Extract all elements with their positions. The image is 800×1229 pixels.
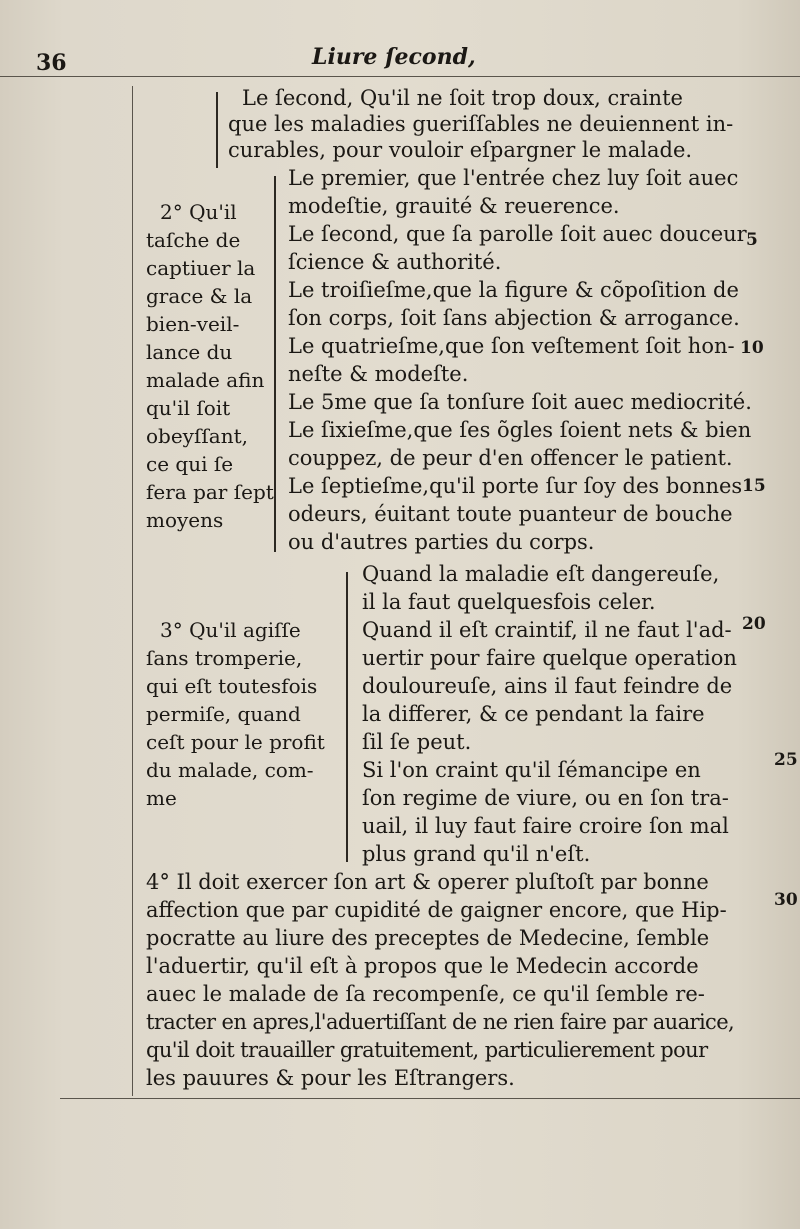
point2-brace [274,176,276,552]
text-line: ſon corps, ſoit ſans abjection & arrogance. [288,306,740,330]
header-rule [0,76,800,77]
text-line: ſil ſe peut. [362,730,472,754]
margin-note: 3° Qu'il agiſſe [160,618,301,642]
line-number: 15 [742,476,766,496]
line-number: 20 [742,614,766,634]
text-line: Le premier, que l'entrée chez luy ſoit auec [288,166,739,190]
running-title: Liure ſecond, [312,44,476,70]
text-line: que les maladies gueriſſables ne deuiennent in- [228,112,734,136]
margin-note: fera par ſept [146,480,274,504]
text-line: les pauures & pour les Eſtrangers. [146,1066,515,1090]
margin-note: lance du [146,340,233,364]
text-line: Le ſeptieſme,qu'il porte ſur ſoy des bonnes [288,474,743,498]
text-line: Le ſecond, Qu'il ne ſoit trop doux, crainte [242,86,683,110]
text-line: plus grand qu'il n'eſt. [362,842,591,866]
text-line: 4° Il doit exercer ſon art & operer pluſtoſt par bonne [146,870,709,894]
text-line: neſte & modeſte. [288,362,469,386]
text-line: Le ſecond, que ſa parolle ſoit auec douceur [288,222,747,246]
margin-note: qui eſt toutesfois [146,674,318,698]
text-line: auec le malade de ſa recompenſe, ce qu'il ſemble re- [146,982,705,1006]
text-line: Le quatrieſme,que ſon veſtement ſoit hon- [288,334,735,358]
margin-note: ceſt pour le profit [146,730,325,754]
text-line: Quand il eſt craintif, il ne faut l'ad- [362,618,732,642]
intro-brace [216,92,218,168]
text-line: ſcience & authorité. [288,250,502,274]
margin-note: qu'il ſoit [146,396,231,420]
line-number: 10 [740,338,764,358]
text-line: Le 5me que ſa tonſure ſoit auec mediocrité. [288,390,752,414]
text-line: ſon regime de viure, ou en ſon tra- [362,786,729,810]
text-line: qu'il doit trauailler gratuitement, particulierement pour [146,1038,708,1062]
page-number: 36 [36,50,67,76]
margin-note: moyens [146,508,224,532]
text-line: Si l'on craint qu'il ſémancipe en [362,758,701,782]
text-line: l'aduertir, qu'il eſt à propos que le Medecin accorde [146,954,699,978]
footer-rule [60,1098,800,1099]
text-line: uail, il luy faut faire croire ſon mal [362,814,729,838]
left-margin-line [132,86,133,1096]
margin-note: du malade, com- [146,758,314,782]
margin-note: captiuer la [146,256,256,280]
margin-note: bien-veil- [146,312,240,336]
margin-note: grace & la [146,284,253,308]
text-line: pocratte au liure des preceptes de Medecine, ſemble [146,926,710,950]
point3-brace [346,572,348,862]
margin-note: 2° Qu'il [160,200,237,224]
text-line: il la faut quelquesfois celer. [362,590,656,614]
text-line: couppez, de peur d'en offencer le patient. [288,446,733,470]
line-number: 25 [774,750,798,770]
text-line: ou d'autres parties du corps. [288,530,595,554]
text-line: modeſtie, grauité & reuerence. [288,194,620,218]
margin-note: ſans tromperie, [146,646,303,670]
text-line: affection que par cupidité de gaigner encore, que Hip- [146,898,727,922]
text-line: la differer, & ce pendant la faire [362,702,705,726]
line-number: 5 [746,230,758,250]
text-line: uertir pour faire quelque operation [362,646,737,670]
margin-note: ce qui ſe [146,452,234,476]
text-line: curables, pour vouloir eſpargner le malade. [228,138,693,162]
margin-note: permiſe, quand [146,702,301,726]
text-line: Le ſixieſme,que ſes õgles ſoient nets & bien [288,418,752,442]
margin-note: obeyſſant, [146,424,248,448]
text-line: Quand la maladie eſt dangereuſe, [362,562,720,586]
margin-note: malade afin [146,368,265,392]
text-line: tracter en apres,l'aduertiſſant de ne rien faire par auarice, [146,1010,735,1034]
margin-note: taſche de [146,228,241,252]
margin-note: me [146,786,177,810]
text-line: douloureuſe, ains il faut feindre de [362,674,733,698]
text-line: odeurs, éuitant toute puanteur de bouche [288,502,733,526]
text-line: Le troiſieſme,que la figure & cõpoſition de [288,278,739,302]
line-number: 30 [774,890,798,910]
